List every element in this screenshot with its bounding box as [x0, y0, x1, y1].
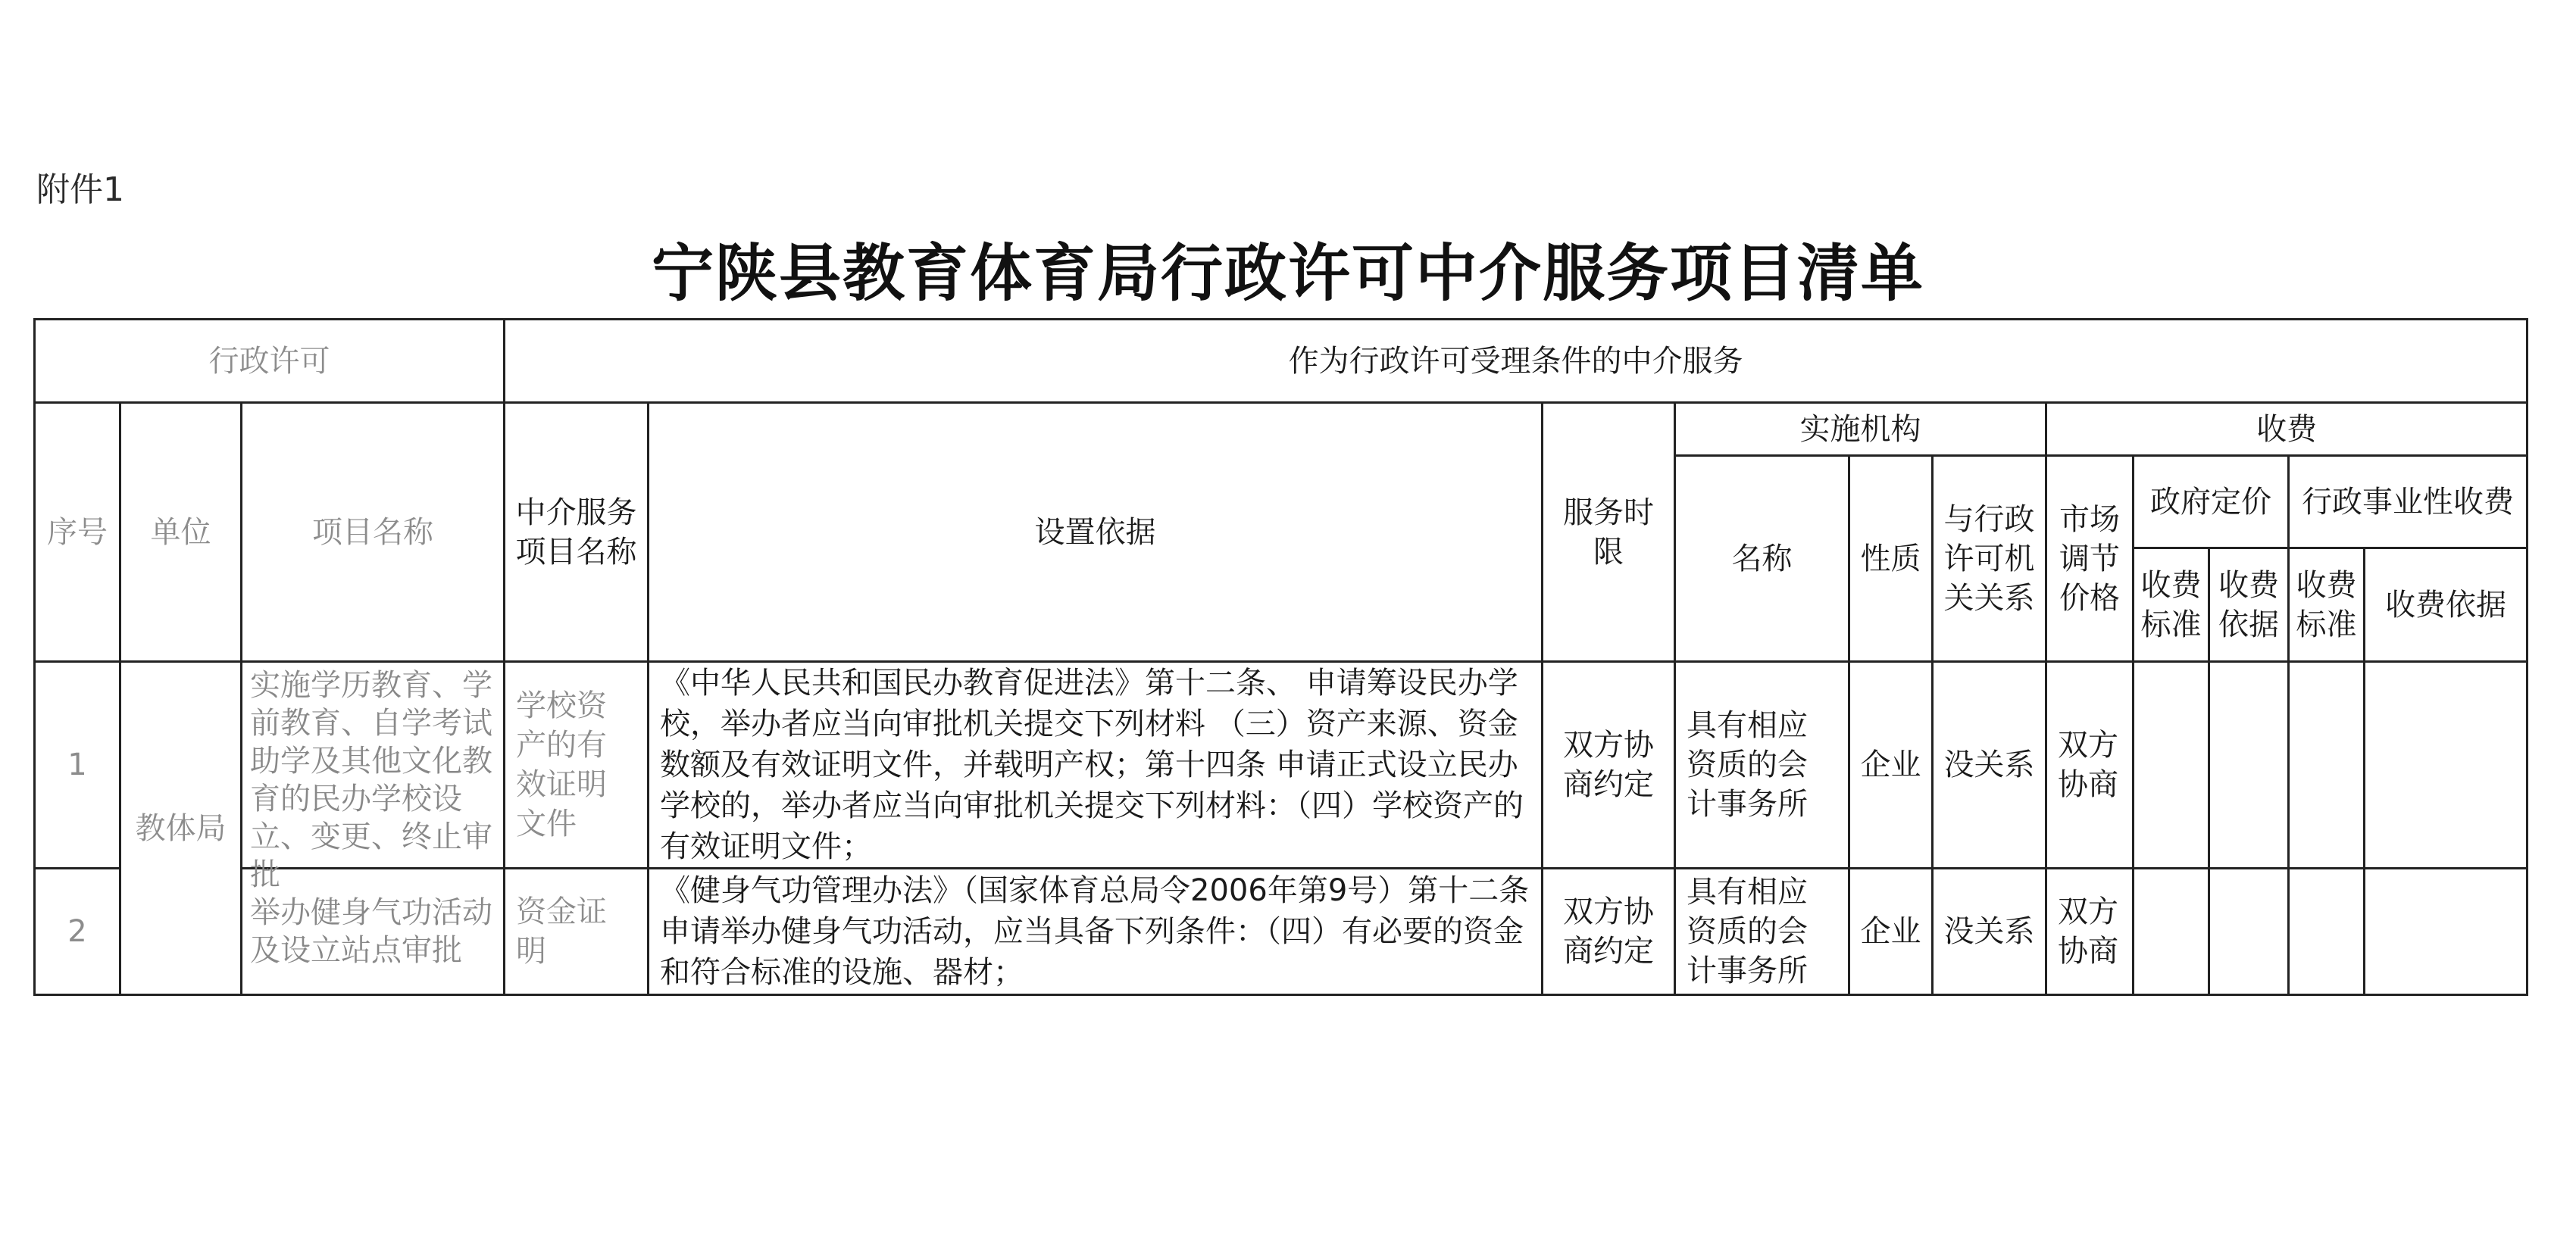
header-agency-nature: 性质: [1849, 456, 1933, 662]
row-admin-fee-standard: [2289, 869, 2365, 995]
row-service-item: 资金证明: [505, 869, 649, 995]
header-admin-fee-basis: 收费依据: [2365, 548, 2528, 662]
row-agency-nature: 企业: [1849, 869, 1933, 995]
header-agency-relation: 与行政许可机关关系: [1933, 456, 2046, 662]
row-basis: 《中华人民共和国民办教育促进法》第十二条、 申请筹设民办学校，举办者应当向审批机关提交下列材料 （三）资产来源、资金数额及有效证明文件，并载明产权；第十四条 申请正式设立民办学校的，举办者应当向审批机关提交下列材料：（四）学校资产的有效证明文件；: [649, 662, 1543, 869]
row-item-name-text: 实施学历教育、学前教育、自学考试助学及其他文化教育的民办学校设立、变更、终止审批: [250, 668, 492, 892]
table-row: [35, 662, 2528, 869]
header-fee: 收费: [2046, 403, 2528, 456]
row-basis: [649, 869, 1543, 995]
table-row: [35, 869, 2528, 995]
header-row-1: [35, 320, 2528, 403]
page-title: 宁陕县教育体育局行政许可中介服务项目清单: [651, 238, 1924, 310]
row-seq: 2: [35, 869, 120, 995]
row-agency-name: 具有相应资质的会计事务所: [1675, 869, 1849, 995]
row-agency-nature: 企业: [1849, 662, 1933, 869]
header-admin-fee-standard: 收费标准: [2289, 548, 2365, 662]
header-agency: 实施机构: [1675, 403, 2046, 456]
row-market-price: 双方协商: [2046, 662, 2134, 869]
row-gov-fee-standard: [2134, 869, 2209, 995]
row-item-name: [242, 662, 505, 892]
header-gov-fee-basis: 收费依据: [2209, 548, 2289, 662]
row-period: 双方协商约定: [1543, 869, 1675, 995]
row-agency-relation: 没关系: [1933, 869, 2046, 995]
row-period: 双方协商约定: [1543, 662, 1675, 869]
header-gov-fee-standard: 收费标准: [2134, 548, 2209, 662]
attachment-label: 附件1: [36, 170, 124, 209]
row-gov-fee-basis: [2209, 869, 2289, 995]
row-gov-fee-basis: [2209, 662, 2289, 869]
header-row-2: [35, 403, 2528, 456]
header-agency-name: 名称: [1675, 456, 1849, 662]
header-intermediary-service: 作为行政许可受理条件的中介服务: [505, 320, 2528, 403]
row-gov-fee-standard: [2134, 662, 2209, 869]
service-list-table: [33, 318, 2528, 996]
header-admin-permit: 行政许可: [35, 320, 505, 403]
header-unit: 单位: [120, 403, 242, 662]
header-gov-price: 政府定价: [2134, 456, 2289, 548]
row-item-name-text: 举办健身气功活动及设立站点审批: [250, 895, 492, 968]
row-basis-text: 《健身气功管理办法》（国家体育总局令2006年第9号）第十二条 申请举办健身气功活动，应当具备下列条件：（四）有必要的资金和符合标准的设施、器材；: [660, 873, 1530, 990]
row-market-price: 双方协商: [2046, 869, 2134, 995]
header-service-item-name: 中介服务项目名称: [505, 403, 649, 662]
row-seq: 1: [35, 662, 120, 869]
row-agency-relation: 没关系: [1933, 662, 2046, 869]
header-item-name: 项目名称: [242, 403, 505, 662]
header-basis: 设置依据: [649, 403, 1543, 662]
header-seq: 序号: [35, 403, 120, 662]
service-list-table-wrap: [33, 318, 2526, 996]
row-admin-fee-basis: [2365, 869, 2528, 995]
row-unit: 教体局: [120, 662, 242, 995]
row-admin-fee-basis: [2365, 662, 2528, 869]
row-agency-name: 具有相应资质的会计事务所: [1675, 662, 1849, 869]
row-item-name: [242, 869, 505, 995]
header-service-period: 服务时限: [1543, 403, 1675, 662]
row-admin-fee-standard: [2289, 662, 2365, 869]
header-market-price: 市场调节价格: [2046, 456, 2134, 662]
row-service-item: 学校资产的有效证明文件: [505, 662, 649, 869]
header-admin-fee: 行政事业性收费: [2289, 456, 2528, 548]
